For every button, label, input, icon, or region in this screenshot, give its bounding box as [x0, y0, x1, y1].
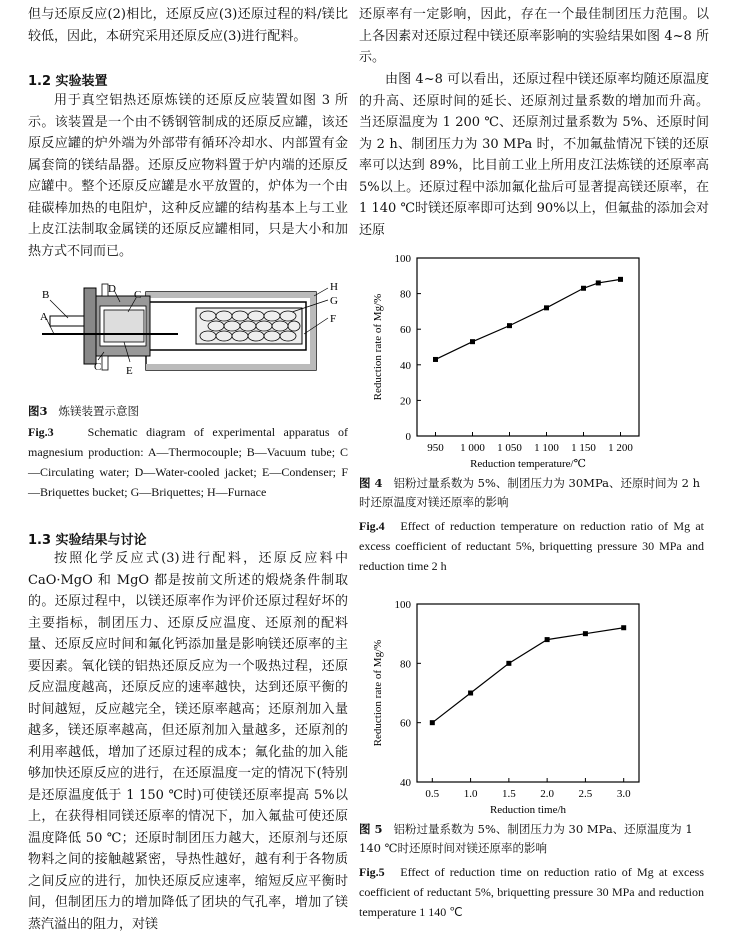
- fig3-caption-cn: [28, 402, 139, 421]
- y-axis-label: Reduction rate of Mg/%: [372, 639, 384, 747]
- label-e: E: [126, 365, 133, 377]
- label-f: F: [330, 313, 337, 325]
- y-tick-label: 20: [400, 395, 411, 408]
- data-point: [430, 720, 435, 725]
- label-b: B: [42, 289, 50, 301]
- fig3-number: 图3: [28, 404, 48, 418]
- data-point: [618, 277, 623, 282]
- x-axis-label: Reduction temperature/℃: [470, 458, 586, 470]
- data-point: [470, 339, 475, 344]
- x-tick-label: 3.0: [616, 788, 631, 800]
- label-c-top: C: [134, 289, 142, 301]
- paragraph-continued: 但与还原反应(2)相比，还原反应(3)还原过程的料/镁比较低，因此，本研究采用还原反应(3)进行配料。: [28, 7, 348, 44]
- fig4-number: 图 4: [359, 476, 383, 490]
- fig4-title-cn: 铝粉过量系数为 5%、制团压力为 30MPa、还原时间为 2 h 时还原温度对镁还原率的影响: [359, 476, 701, 509]
- chart-fig4: [359, 248, 709, 473]
- y-tick-label: 40: [400, 777, 411, 789]
- y-tick-label: 60: [400, 324, 411, 337]
- label-a: A: [40, 311, 48, 323]
- label-c-bottom: C: [94, 361, 102, 373]
- x-tick-label: 1.0: [463, 788, 478, 800]
- series-line: [436, 279, 621, 359]
- data-point: [545, 637, 550, 642]
- label-g: G: [330, 295, 338, 307]
- x-tick-label: 1.5: [501, 788, 516, 800]
- x-tick-label: 1 100: [534, 442, 559, 454]
- x-tick-label: 2.0: [540, 788, 555, 800]
- label-d: D: [108, 283, 116, 295]
- label-h: H: [330, 281, 338, 293]
- section-1-3-text: 按照化学反应式(3)进行配料，还原反应料中 CaO·MgO 和 MgO 都是按前文所述的煅烧条件制取的。还原过程中，以镁还原率作为评价还原过程好坏的主要指标，制团压力、还原反应温度、还原剂的配料量、还原反应时间和氟化钙添加量是影响镁还原率的主要因素。氧化镁的铝热还原反应为一个吸热过程，还原反应温度越高，还原反应的速率越快，达到还原平衡的时间越短，反应越完全，镁还原率越高；还原剂加入量越多，镁还原率越高，但还原剂加入量越多，还原剂的利用率越低，增加了还原过程的成本；氟化盐的加入能够加快还原反应的进行，在还原温度一定的情况下(特别是还原温度低于 1 150 ℃时)可使镁还原率提高 5%以上，在获得相同镁还原率的情况下，加入氟盐可使还原温度降低 50 ℃；还原时制团压力越大，还原剂与还原物料之间的接触越紧密，导热性越好，越有利于各物质之间反应的进行，加快还原反应速率，缩短反应平衡时间，但制团压力的增加降低了团块的气孔率，增加了镁蒸汽溢出的阻力，对镁: [28, 551, 348, 932]
- data-point: [621, 625, 626, 630]
- fig5-number: 图 5: [359, 822, 383, 836]
- section-1-2-title: 1.2 实验装置: [28, 74, 108, 89]
- section-1-2-text: 用于真空铝热还原炼镁的还原反应装置如图 3 所示。该装置是一个由不锈钢管制成的还原反应罐，该还原反应罐的炉外端为外部带有循环冷却水、内部置有金属套筒的镁结晶器。还原反应物料置于炉内端的还原反应罐中。整个还原反应罐是水平放置的，炉体为一个由硅碳棒加热的电阻炉，这种反应罐的结构基本上与工业上皮江法制取金属镁的还原反应罐相同，只是大小和加热方式不同而已。: [28, 93, 348, 259]
- x-tick-label: 2.5: [578, 788, 593, 800]
- fig5-number-en: Fig.5: [359, 865, 385, 879]
- data-point: [581, 286, 586, 291]
- fig5-caption-cn: [359, 820, 704, 858]
- data-point: [433, 357, 438, 362]
- chart-fig5: [359, 594, 709, 819]
- apparatus-diagram: [28, 278, 348, 398]
- fig5-title-cn: 铝粉过量系数为 5%、制团压力为 30 MPa、还原温度为 1 140 ℃时还原时间对镁还原率的影响: [359, 822, 693, 855]
- x-tick-label: 950: [427, 442, 444, 454]
- fig3-title-en: Schematic diagram of experimental apparatus of magnesium production: A—Thermocouple; B—Vacuum tube; C—Circulating water; D—Water-cooled jacket; E—Condenser; F—Briquettes bucket; G—Briquettes; H—Furnace: [28, 425, 349, 499]
- fig5-title-en: Effect of reduction time on reduction ratio of Mg at excess coefficient of reductant 5%, briquetting pressure 30 MPa and reduction temperature 1 140 ℃: [359, 865, 704, 919]
- data-point: [583, 631, 588, 636]
- fig3-title-cn: 炼镁装置示意图: [58, 404, 139, 418]
- y-tick-label: 60: [400, 717, 411, 730]
- y-tick-label: 0: [405, 431, 411, 443]
- y-tick-label: 40: [400, 359, 411, 372]
- x-axis-label: Reduction time/h: [489, 804, 567, 816]
- section-1-3-title: 1.3 实验结果与讨论: [28, 533, 147, 548]
- plot-frame: [417, 258, 639, 436]
- x-tick-label: 0.5: [425, 788, 440, 800]
- y-tick-label: 100: [394, 599, 411, 611]
- y-tick-label: 80: [400, 288, 411, 301]
- x-tick-label: 1 200: [608, 442, 633, 454]
- x-tick-label: 1 150: [571, 442, 596, 454]
- fig4-number-en: Fig.4: [359, 519, 385, 533]
- right-paragraph-2: 由图 4~8 可以看出，还原过程中镁还原率均随还原温度的升高、还原时间的延长、还原剂过量系数的增加而升高。当还原温度为 1 200 ℃、还原剂过量系数为 5%、还原时间为 2 h、制团压力为 30 MPa 时，不加氟盐情况下镁的还原率可以达到 89%，比目前工业上所用皮江法炼镁的还原率高 5%以上。还原过程中添加氟化盐后可显著提高镁还原率，在 1 140 ℃时镁还原率即可达到 90%以上，但氟盐的添加会对还原: [359, 72, 709, 238]
- fig4-caption-cn: [359, 474, 704, 512]
- fig3-caption-en: [28, 422, 348, 502]
- y-tick-label: 100: [394, 253, 411, 265]
- x-tick-label: 1 000: [460, 442, 485, 454]
- y-axis-label: Reduction rate of Mg/%: [372, 293, 384, 401]
- data-point: [506, 661, 511, 666]
- vacuum-tube: [50, 316, 84, 326]
- x-tick-label: 1 050: [497, 442, 522, 454]
- condenser: [104, 310, 144, 342]
- fig4-caption-en: [359, 516, 704, 576]
- fig5-caption-en: [359, 862, 704, 922]
- y-tick-label: 80: [400, 658, 411, 671]
- data-point: [507, 323, 512, 328]
- series-line: [432, 628, 623, 723]
- fig3-number-en: Fig.3: [28, 425, 54, 439]
- data-point: [468, 691, 473, 696]
- right-paragraph-continued: 还原率有一定影响，因此，存在一个最佳制团压力范围。以上各因素对还原过程中镁还原率影响的实验结果如图 4~8 所示。: [359, 7, 709, 65]
- data-point: [596, 280, 601, 285]
- data-point: [544, 305, 549, 310]
- fig4-title-en: Effect of reduction temperature on reduction ratio of Mg at excess coefficient of reductant 5%, briquetting pressure 30 MPa and reduction time 2 h: [359, 519, 704, 573]
